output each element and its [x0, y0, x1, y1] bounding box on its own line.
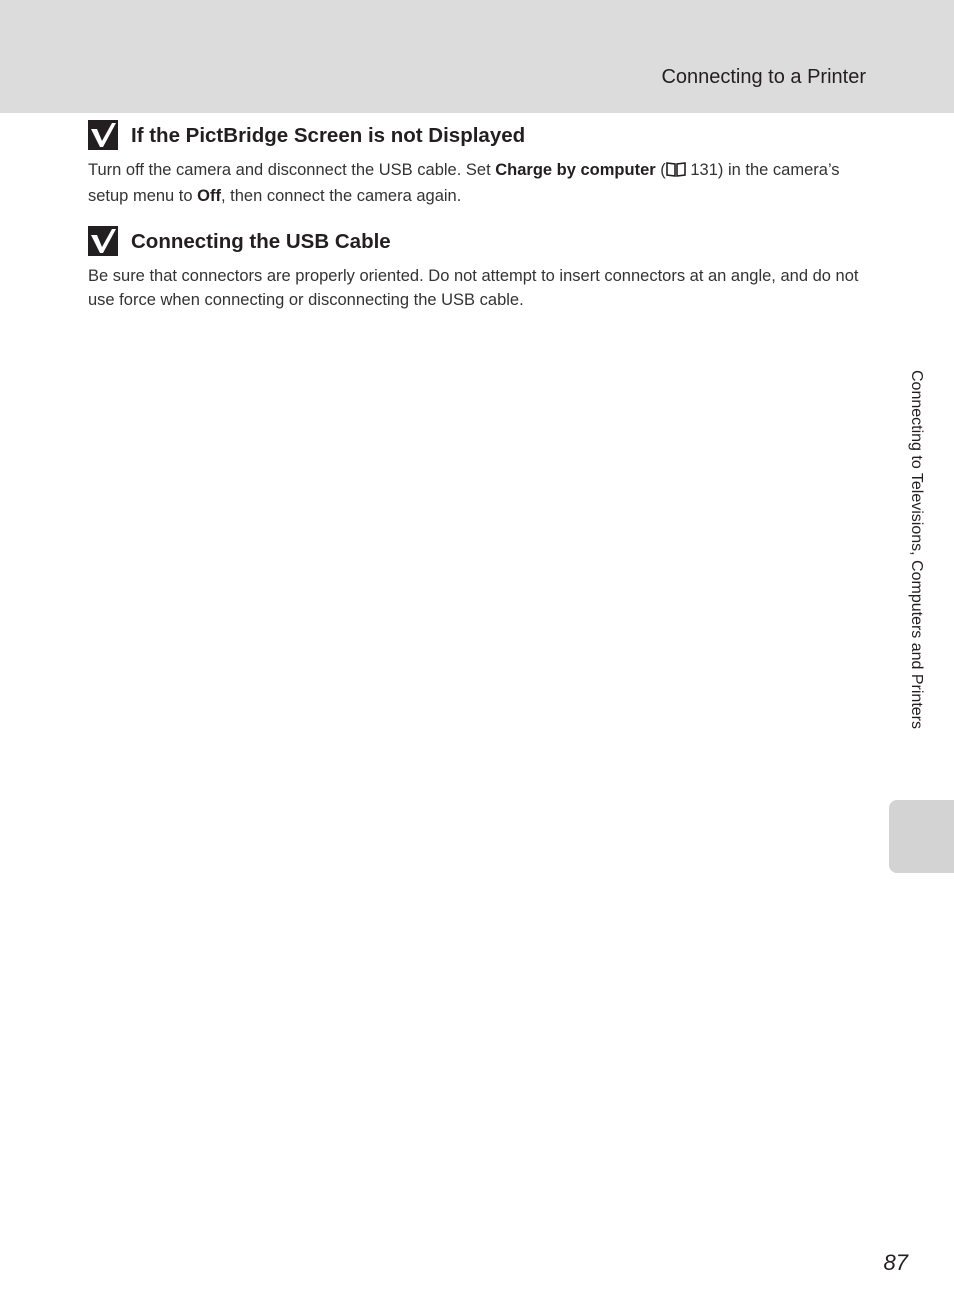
checkmark-icon [88, 226, 118, 256]
page-number: 87 [883, 1250, 908, 1275]
note-pictbridge-not-displayed [88, 120, 878, 208]
charge-by-computer-term: Charge by computer [495, 161, 656, 179]
page-section-title: Connecting to a Printer [661, 66, 866, 88]
note-body: Be sure that connectors are properly oriented. Do not attempt to insert connectors at an angle, and do not use force when connecting or disconnecting the USB cable. [88, 267, 859, 309]
chapter-side-label: Connecting to Televisions, Computers and Printers [908, 370, 925, 729]
note-connecting-usb-cable [88, 226, 878, 312]
note-heading [88, 226, 878, 264]
checkmark-icon [88, 120, 118, 150]
off-term: Off [197, 187, 221, 205]
note-title: If the PictBridge Screen is not Displayed [131, 124, 526, 147]
note-heading [88, 120, 878, 158]
chapter-tab [889, 800, 954, 873]
book-icon [666, 160, 686, 184]
header-band [0, 0, 954, 113]
note-body: Turn off the camera and disconnect the USB cable. Set Charge by computer ( 131) in the camera’s setup menu to Off, then connect the camera again. [88, 161, 840, 205]
note-title: Connecting the USB Cable [131, 230, 391, 253]
